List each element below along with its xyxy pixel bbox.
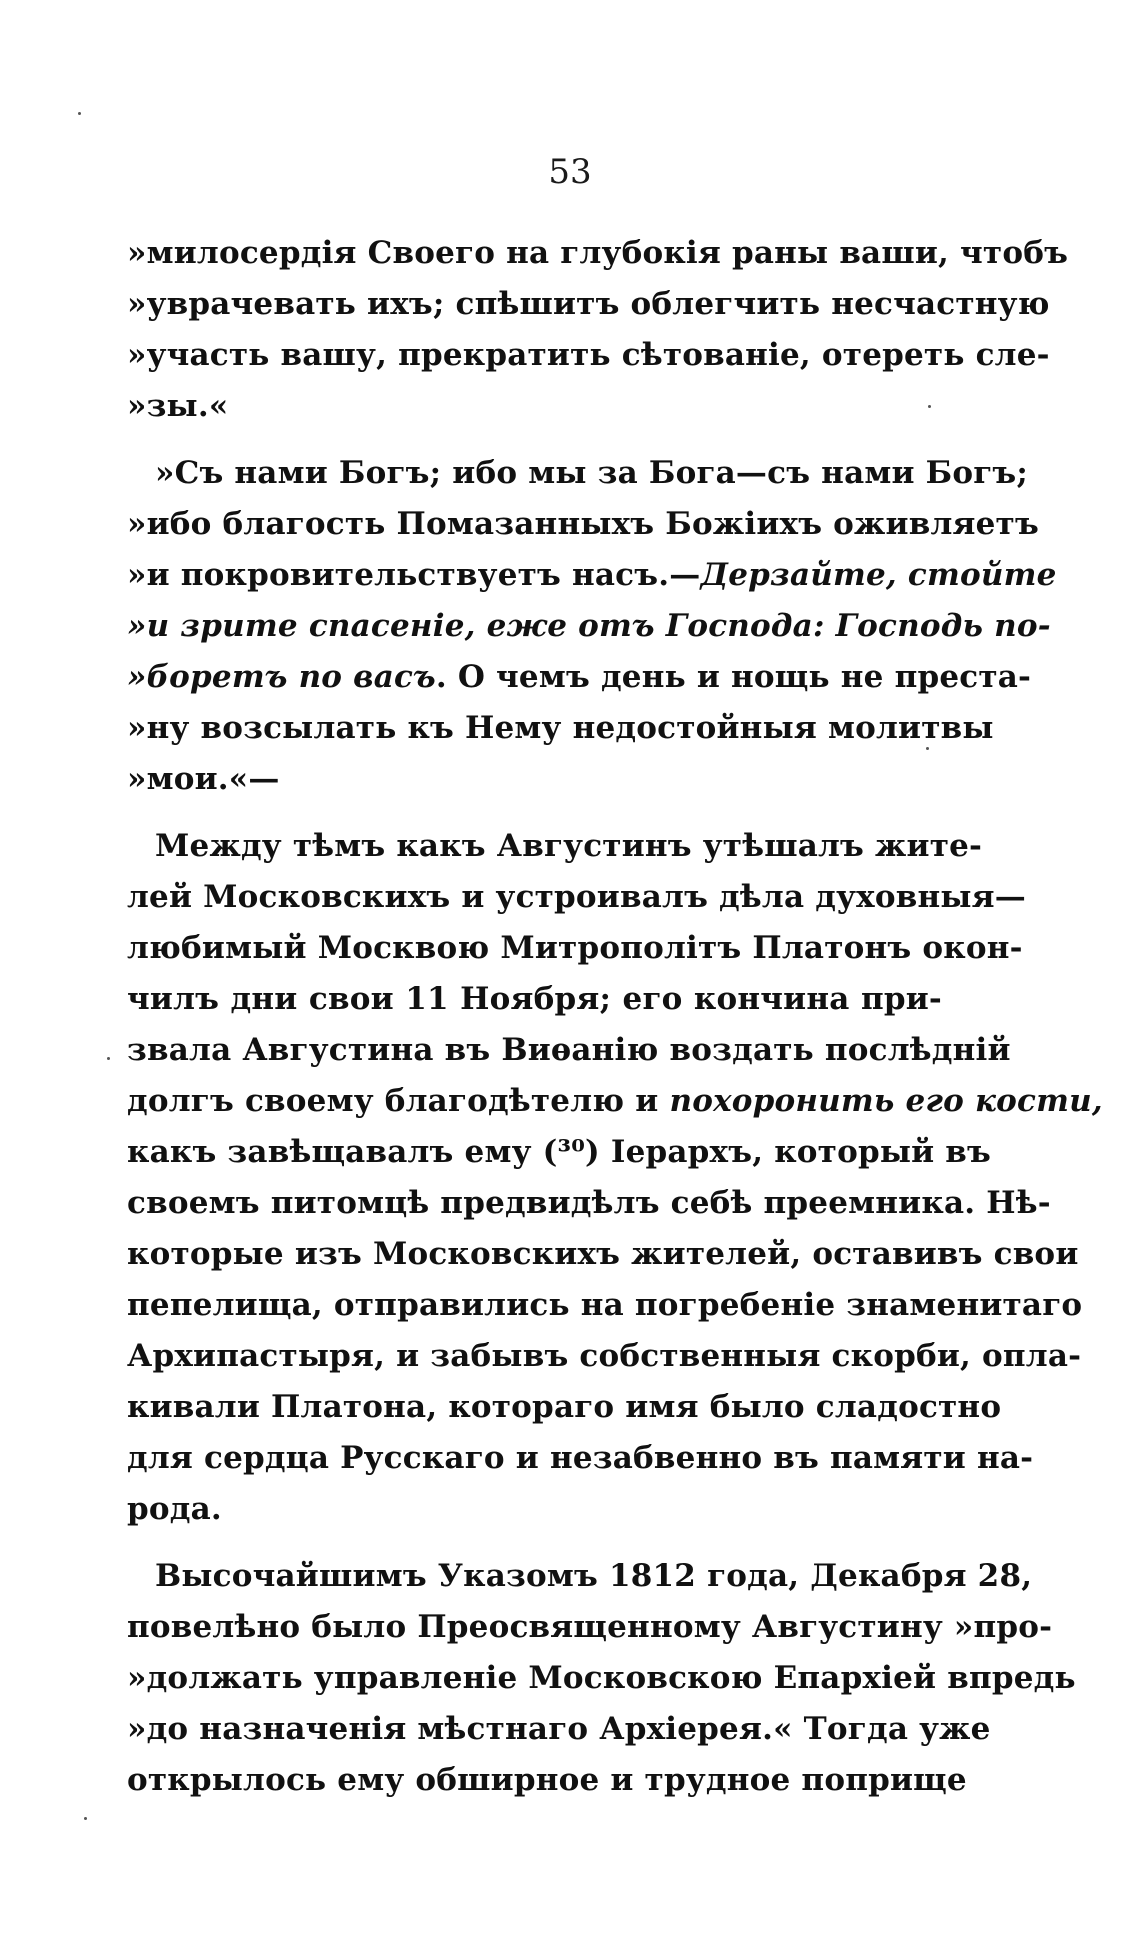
text-line: которые изъ Московскихъ жителей, оставивъ свои bbox=[127, 1236, 1079, 1272]
italic-run: Дерзайте, стойте bbox=[700, 557, 1057, 593]
text-line: Архипастыря, и забывъ собственныя скорби, опла- bbox=[127, 1338, 1082, 1374]
text-run: долгъ своему благодѣтелю и bbox=[127, 1083, 670, 1119]
text-line: »Съ нами Богъ; ибо мы за Бога—съ нами Богъ; bbox=[155, 455, 1029, 491]
italic-run: »боретъ по васъ bbox=[127, 659, 436, 695]
text-line: пепелища, отправились на погребеніе знаменитаго bbox=[127, 1287, 1083, 1323]
paragraph-gap bbox=[127, 805, 942, 821]
text-line: »милосердія Своего на глубокія раны ваши, чтобъ bbox=[127, 235, 1069, 271]
body-text bbox=[127, 228, 1103, 1806]
page-number: 53 bbox=[548, 152, 592, 192]
text-run: »и покровительствуетъ насъ.— bbox=[127, 557, 701, 593]
text-line: »участь вашу, прекратить сѣтованіе, отереть сле- bbox=[127, 337, 1050, 373]
text-line: звала Августина въ Виѳанію воздать послѣдній bbox=[127, 1032, 1011, 1068]
text-line: своемъ питомцѣ предвидѣлъ себѣ преемника. Нѣ- bbox=[127, 1185, 1051, 1221]
text-line: »ну возсылать къ Нему недостойныя молитвы bbox=[127, 710, 994, 746]
text-line: для сердца Русскаго и незабвенно въ памяти на- bbox=[127, 1440, 1034, 1476]
italic-run: похоронить его кости, bbox=[669, 1083, 1103, 1119]
text-line: »ибо благость Помазанныхъ Божіихъ оживляетъ bbox=[127, 506, 1039, 542]
paragraph-1 bbox=[127, 228, 1069, 432]
text-line: »до назначенія мѣстнаго Архіерея.« Тогда уже bbox=[127, 1711, 991, 1747]
text-line: Между тѣмъ какъ Августинъ утѣшалъ жите- bbox=[155, 828, 983, 864]
paragraph-3 bbox=[127, 821, 1103, 1535]
text-line bbox=[127, 550, 1057, 601]
text-line: »уврачевать ихъ; спѣшитъ облегчить несчастную bbox=[127, 286, 1050, 322]
italic-run: »и зрите спасеніе, еже отъ Господа: Господь по- bbox=[127, 608, 1051, 644]
scan-speck bbox=[926, 747, 929, 750]
text-line: повелѣно было Преосвященному Августину »про- bbox=[127, 1609, 1053, 1645]
text-line: рода. bbox=[127, 1491, 222, 1527]
scan-speck bbox=[78, 112, 81, 115]
text-line: открылось ему обширное и трудное поприще bbox=[127, 1762, 967, 1798]
text-line: »зы.« bbox=[127, 388, 229, 424]
text-line: »мои.«— bbox=[127, 761, 280, 797]
text-line: любимый Москвою Митрополітъ Платонъ окон- bbox=[127, 930, 1023, 966]
text-line: какъ завѣщавалъ ему (³⁰) Іерархъ, который въ bbox=[127, 1134, 992, 1170]
paragraph-gap bbox=[127, 1535, 942, 1551]
text-line: Высочайшимъ Указомъ 1812 года, Декабря 28, bbox=[155, 1558, 1033, 1594]
paragraph-2 bbox=[127, 448, 1057, 805]
text-line: чилъ дни свои 11 Ноября; его кончина при- bbox=[127, 981, 942, 1017]
scan-speck bbox=[84, 1817, 87, 1820]
text-line bbox=[127, 601, 1051, 652]
paragraph-4 bbox=[127, 1551, 1076, 1806]
scan-speck bbox=[928, 405, 931, 408]
text-run: . О чемъ день и нощь не преста- bbox=[435, 659, 1032, 695]
text-line: »должать управленіе Московскою Епархіей впредь bbox=[127, 1660, 1076, 1696]
text-line: кивали Платона, котораго имя было сладостно bbox=[127, 1389, 1002, 1425]
paragraph-gap bbox=[127, 432, 942, 448]
text-line: лей Московскихъ и устроивалъ дѣла духовныя— bbox=[127, 879, 1026, 915]
scan-speck bbox=[107, 1057, 110, 1060]
text-line bbox=[127, 652, 1032, 703]
text-line bbox=[127, 1076, 1103, 1127]
